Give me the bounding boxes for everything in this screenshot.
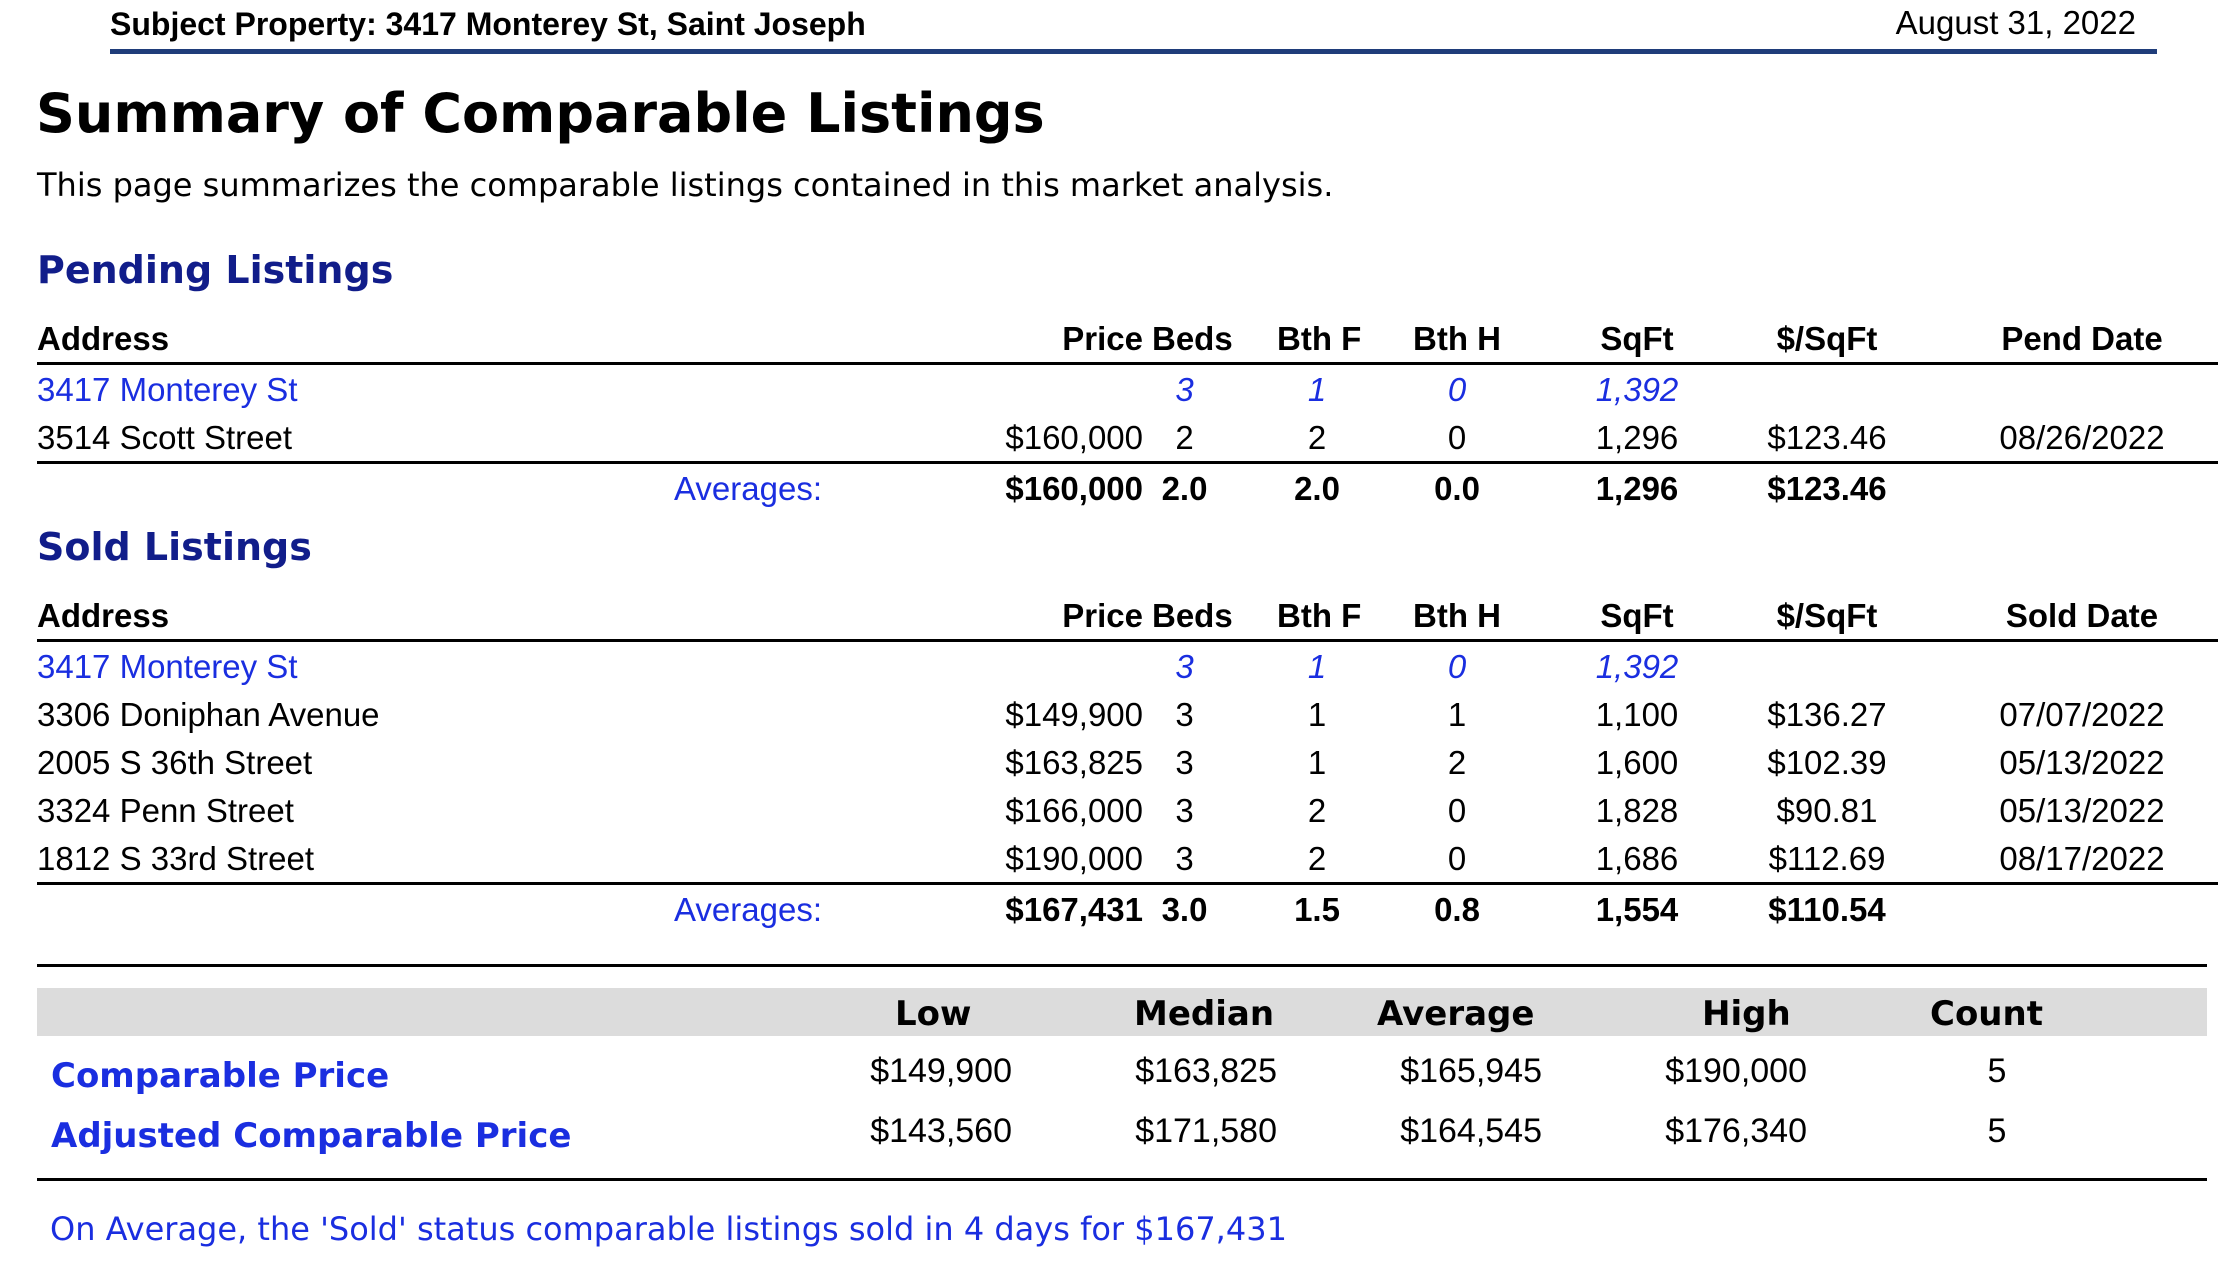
- listing-bth-f: 1: [1307, 696, 1327, 733]
- stat-high: $176,340: [1665, 1112, 1807, 1150]
- listing-price: $163,825: [1005, 744, 1143, 781]
- avg-sqft: 1,296: [1595, 470, 1679, 507]
- listing-address: 2005 S 36th Street: [37, 744, 313, 781]
- stat-low: $149,900: [870, 1052, 1012, 1090]
- header-rule: [110, 49, 2157, 54]
- subject-beds: 3: [1175, 648, 1194, 685]
- pending-listings-table: [37, 318, 2218, 512]
- subject-bth-h: 0: [1447, 648, 1467, 685]
- listing-sold-date: 05/13/2022: [1999, 792, 2165, 829]
- listing-bth-f: 2: [1307, 840, 1327, 877]
- listing-sqft: 1,100: [1595, 696, 1679, 733]
- stats-col-average: Average: [1377, 994, 1535, 1034]
- listing-sold-date: 07/07/2022: [1999, 696, 2165, 733]
- listing-bth-f: 2: [1307, 792, 1327, 829]
- subject-sqft: 1,392: [1595, 371, 1679, 408]
- table-row: [37, 786, 2218, 834]
- stat-high: $190,000: [1665, 1052, 1807, 1090]
- avg-price: $160,000: [1005, 470, 1143, 507]
- table-row: [37, 690, 2218, 738]
- col-price-per-sqft: $/SqFt: [1776, 597, 1878, 634]
- col-pend-date: Pend Date: [2001, 320, 2163, 357]
- col-sold-date: Sold Date: [2005, 597, 2159, 634]
- stat-low: $143,560: [870, 1112, 1012, 1150]
- stat-median: $163,825: [1135, 1052, 1277, 1090]
- stat-average: $165,945: [1400, 1052, 1542, 1090]
- listing-bth-h: 0: [1447, 792, 1467, 829]
- sold-section-title: Sold Listings: [37, 525, 312, 569]
- sold-average-note: On Average, the 'Sold' status comparable listings sold in 4 days for $167,431: [50, 1210, 1287, 1248]
- listing-sold-date: 08/17/2022: [1999, 840, 2165, 877]
- stats-header: [37, 988, 2207, 1036]
- subject-sqft: 1,392: [1595, 648, 1679, 685]
- sold-listings-table: [37, 595, 2218, 933]
- table-row: [37, 738, 2218, 786]
- adjusted-comparable-price-label: Adjusted Comparable Price: [51, 1116, 572, 1156]
- listing-price-per-sqft: $123.46: [1767, 419, 1887, 456]
- averages-label: Averages:: [674, 470, 822, 507]
- col-beds: Beds: [1152, 320, 1233, 357]
- listing-beds: 3: [1175, 696, 1194, 733]
- listing-bth-h: 2: [1447, 744, 1467, 781]
- avg-bth-f: 1.5: [1294, 891, 1340, 928]
- table-row: [37, 834, 2218, 885]
- stats-col-high: High: [1702, 994, 1791, 1034]
- col-sqft: SqFt: [1600, 597, 1674, 634]
- pending-section-title: Pending Listings: [37, 248, 394, 292]
- listing-beds: 3: [1175, 840, 1194, 877]
- stats-col-count: Count: [1930, 994, 2043, 1034]
- col-bth-h: Bth H: [1413, 320, 1501, 357]
- listing-price: $166,000: [1005, 792, 1143, 829]
- listing-price-per-sqft: $136.27: [1767, 696, 1887, 733]
- subject-beds: 3: [1175, 371, 1194, 408]
- stat-median: $171,580: [1135, 1112, 1277, 1150]
- col-address: Address: [37, 597, 170, 634]
- listing-price-per-sqft: $102.39: [1767, 744, 1887, 781]
- col-price: Price: [1062, 320, 1143, 357]
- col-sqft: SqFt: [1600, 320, 1674, 357]
- col-bth-f: Bth F: [1277, 320, 1362, 357]
- listing-bth-f: 1: [1307, 744, 1327, 781]
- stat-count: 5: [1987, 1052, 2007, 1090]
- adjusted-comparable-price-row: [37, 1106, 2207, 1162]
- stats-col-median: Median: [1134, 994, 1275, 1034]
- stats-bottom-rule: [37, 1178, 2207, 1181]
- col-bth-f: Bth F: [1277, 597, 1362, 634]
- col-address: Address: [37, 320, 170, 357]
- col-price: Price: [1062, 597, 1143, 634]
- avg-sqft: 1,554: [1595, 891, 1679, 928]
- listing-address: 3514 Scott Street: [37, 419, 292, 456]
- comparable-price-label: Comparable Price: [51, 1056, 390, 1096]
- col-price-per-sqft: $/SqFt: [1776, 320, 1878, 357]
- avg-bth-h: 0.0: [1434, 470, 1480, 507]
- page-title: Summary of Comparable Listings: [36, 82, 1045, 145]
- report-date: August 31, 2022: [1895, 4, 2136, 41]
- subject-address-link[interactable]: 3417 Monterey St: [37, 371, 298, 408]
- avg-price-per-sqft: $110.54: [1768, 891, 1886, 928]
- listing-sqft: 1,686: [1595, 840, 1679, 877]
- listing-bth-f: 2: [1307, 419, 1327, 456]
- listing-bth-h: 1: [1447, 696, 1467, 733]
- subject-property-header: Subject Property: 3417 Monterey St, Saint Joseph: [110, 6, 866, 42]
- avg-bth-f: 2.0: [1294, 470, 1340, 507]
- listing-price-per-sqft: $90.81: [1776, 792, 1878, 829]
- comparable-price-row: [37, 1046, 2207, 1102]
- listing-price: $190,000: [1005, 840, 1143, 877]
- subject-row[interactable]: [37, 642, 2218, 690]
- avg-price-per-sqft: $123.46: [1767, 470, 1887, 507]
- listing-beds: 3: [1175, 744, 1194, 781]
- table-row: [37, 413, 2218, 464]
- stats-top-rule: [37, 964, 2207, 967]
- averages-label: Averages:: [674, 891, 822, 928]
- listing-sqft: 1,296: [1595, 419, 1679, 456]
- listing-bth-h: 0: [1447, 419, 1467, 456]
- stats-col-low: Low: [895, 994, 972, 1034]
- avg-bth-h: 0.8: [1434, 891, 1480, 928]
- subject-bth-h: 0: [1447, 371, 1467, 408]
- listing-price: $149,900: [1005, 696, 1143, 733]
- listing-sqft: 1,600: [1595, 744, 1679, 781]
- avg-price: $167,431: [1005, 891, 1143, 928]
- listing-beds: 3: [1175, 792, 1194, 829]
- listing-price-per-sqft: $112.69: [1768, 840, 1886, 877]
- listing-sqft: 1,828: [1595, 792, 1679, 829]
- averages-row: [37, 885, 2218, 933]
- listing-pend-date: 08/26/2022: [1999, 419, 2165, 456]
- avg-beds: 3.0: [1161, 891, 1208, 928]
- listing-beds: 2: [1175, 419, 1194, 456]
- listing-address: 3306 Doniphan Avenue: [37, 696, 380, 733]
- table-header: [37, 318, 2218, 365]
- stat-count: 5: [1987, 1112, 2007, 1150]
- listing-address: 3324 Penn Street: [37, 792, 294, 829]
- avg-beds: 2.0: [1161, 470, 1208, 507]
- subject-row[interactable]: [37, 365, 2218, 413]
- table-header: [37, 595, 2218, 642]
- stat-average: $164,545: [1400, 1112, 1542, 1150]
- col-bth-h: Bth H: [1413, 597, 1501, 634]
- listing-sold-date: 05/13/2022: [1999, 744, 2165, 781]
- averages-row: [37, 464, 2218, 512]
- listing-price: $160,000: [1005, 419, 1143, 456]
- listing-bth-h: 0: [1447, 840, 1467, 877]
- listing-address: 1812 S 33rd Street: [37, 840, 315, 877]
- subject-bth-f: 1: [1307, 371, 1327, 408]
- subject-bth-f: 1: [1307, 648, 1327, 685]
- col-beds: Beds: [1152, 597, 1233, 634]
- subject-address-link[interactable]: 3417 Monterey St: [37, 648, 298, 685]
- page-subtitle: This page summarizes the comparable listings contained in this market analysis.: [37, 166, 1334, 204]
